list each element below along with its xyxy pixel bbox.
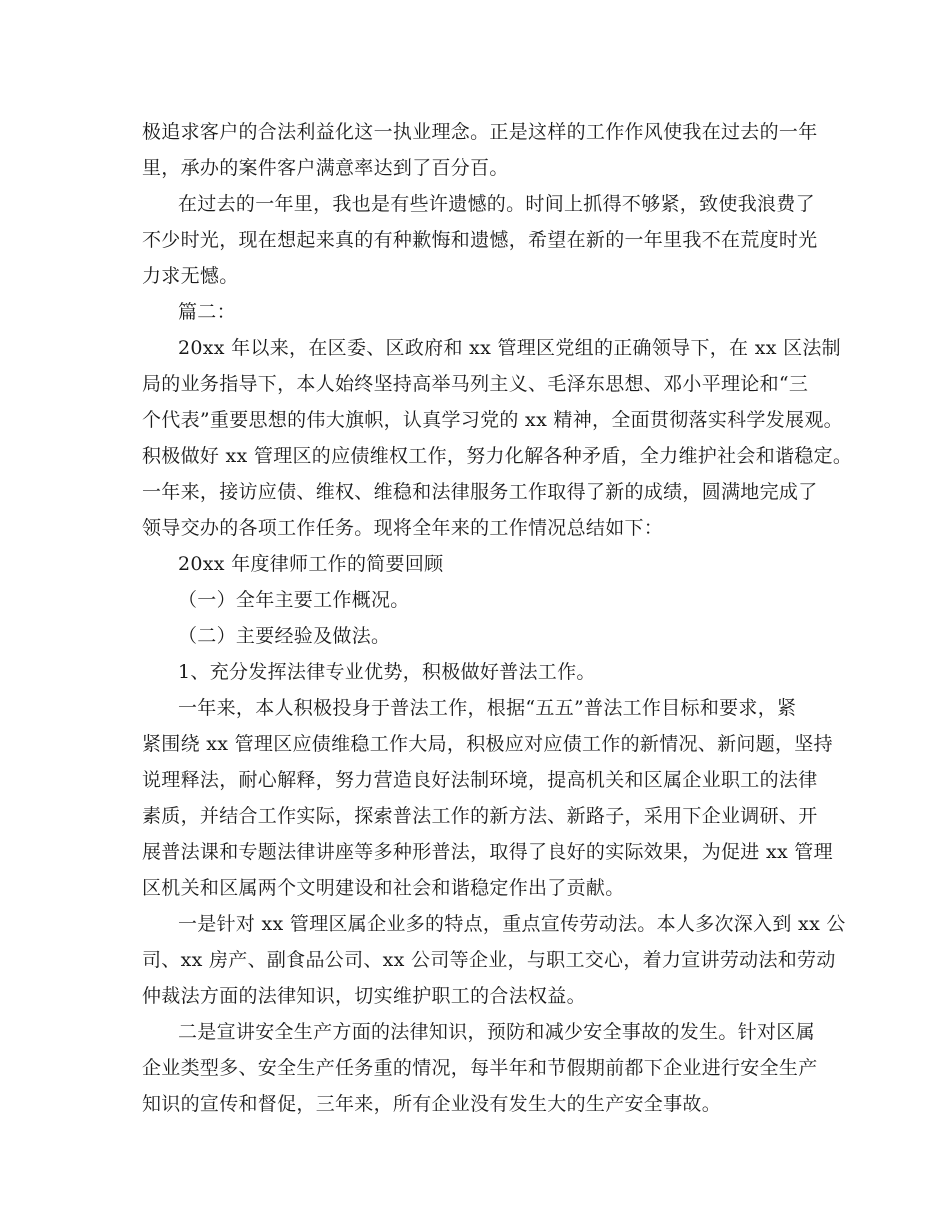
subheading: 1、充分发挥法律专业优势，积极做好普法工作。: [178, 661, 596, 683]
text-line: 企业类型多、安全生产任务重的情况，每半年和节假期前都下企业进行安全生产: [142, 1057, 818, 1079]
text-line: 力求无憾。: [142, 265, 239, 287]
text-line: 区机关和区属两个文明建设和社会和谐稳定作出了贡献。: [142, 877, 625, 899]
text-line: 极追求客户的合法利益化这一执业理念。正是这样的工作作风使我在过去的一年: [142, 121, 818, 143]
text-line: 展普法课和专题法律讲座等多种形普法，取得了良好的实际效果，为促进 xx 管理: [142, 841, 833, 863]
text-line: 说理释法，耐心解释，努力营造良好法制环境，提高机关和区属企业职工的法律: [142, 769, 818, 791]
text-line: 不少时光，现在想起来真的有种歉悔和遗憾，希望在新的一年里我不在荒度时光: [142, 229, 818, 251]
text-line: 二是宣讲安全生产方面的法律知识，预防和减少安全事故的发生。针对区属: [178, 1021, 815, 1043]
text-line: 在过去的一年里，我也是有些许遗憾的。时间上抓得不够紧，致使我浪费了: [178, 193, 815, 215]
text-line: 司、xx 房产、副食品公司、xx 公司等企业，与职工交心，着力宣讲劳动法和劳动: [142, 949, 836, 971]
text-line: 个代表”重要思想的伟大旗帜，认真学习党的 xx 精神，全面贯彻落实科学发展观。: [142, 409, 843, 431]
text-line: 领导交办的各项工作任务。现将全年来的工作情况总结如下：: [142, 517, 664, 539]
text-line: 素质，并结合工作实际，探索普法工作的新方法、新路子，采用下企业调研、开: [142, 805, 818, 827]
text-line: 一是针对 xx 管理区属企业多的特点，重点宣传劳动法。本人多次深入到 xx 公: [178, 913, 846, 935]
text-line: 一年来，本人积极投身于普法工作，根据“五五”普法工作目标和要求，紧: [178, 697, 797, 719]
subheading: （二）主要经验及做法。: [178, 625, 391, 647]
text-line: 仲裁法方面的法律知识，切实维护职工的合法权益。: [142, 985, 586, 1007]
text-line: 一年来，接访应债、维权、维稳和法律服务工作取得了新的成绩，圆满地完成了: [142, 481, 818, 503]
subheading: 20xx 年度律师工作的简要回顾: [178, 553, 444, 575]
text-line: 里，承办的案件客户满意率达到了百分百。: [142, 157, 509, 179]
text-line: 知识的宣传和督促，三年来，所有企业没有发生大的生产安全事故。: [142, 1093, 722, 1115]
text-line: 局的业务指导下，本人始终坚持高举马列主义、毛泽东思想、邓小平理论和“三: [142, 373, 809, 395]
text-line: 20xx 年以来，在区委、区政府和 xx 管理区党组的正确领导下，在 xx 区法制: [178, 337, 841, 359]
text-line: 紧围绕 xx 管理区应债维稳工作大局，积极应对应债工作的新情况、新问题，坚持: [142, 733, 833, 755]
subheading: （一）全年主要工作概况。: [178, 589, 410, 611]
text-line: 积极做好 xx 管理区的应债维权工作，努力化解各种矛盾，全力维护社会和谐稳定。: [142, 445, 853, 467]
section-heading: 篇二：: [178, 301, 236, 323]
